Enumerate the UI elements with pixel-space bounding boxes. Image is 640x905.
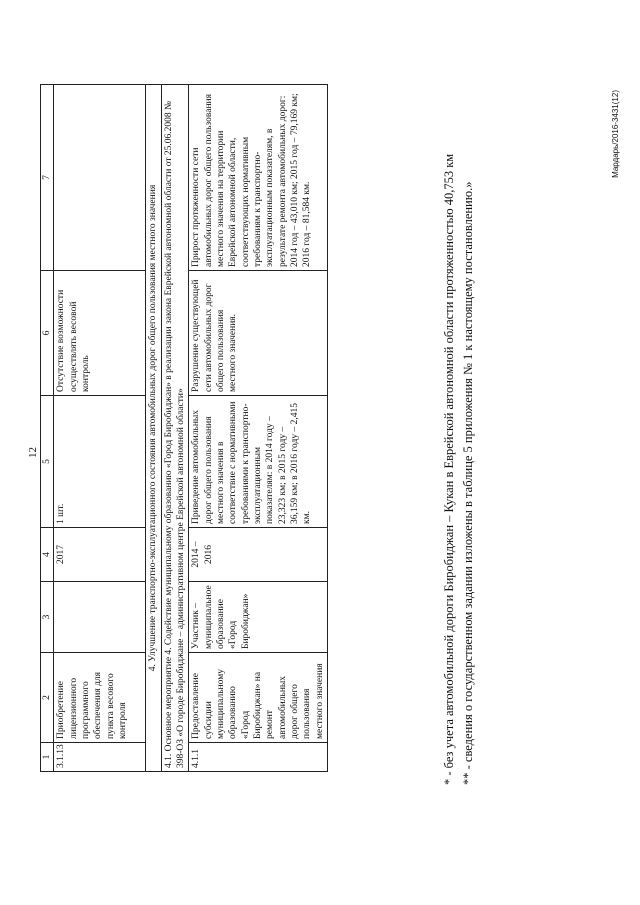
header-cell: 7 (41, 85, 54, 271)
section-row (146, 85, 161, 772)
page-number: 12 (27, 447, 39, 458)
footnotes (440, 65, 478, 785)
measure-name: Приобретение лицензионного программного обеспечения для пункта весового контроля (54, 653, 146, 743)
table-header-row (41, 85, 54, 772)
consequence: Разрушение существующей сети автомобильных дорог общего пользования местного значения. (189, 271, 328, 396)
footnote: ** - сведения о государственном задании изложены в таблице 5 приложения № 1 к настоящему постановлению.» (460, 181, 475, 785)
program-table (40, 84, 328, 772)
table-row (54, 85, 146, 772)
expected-result: Приведение автомобильных дорог общего пользования местного значения в соответствие с нормативными требованиями к транспортно-эксплуатационным показателям: в 2014 году – 23,323 км; в 2015 году – 36,159 км; в 2016 году – 2,415 км. (189, 396, 328, 528)
measure-row (161, 85, 189, 772)
indicator: Прирост протяженности сети автомобильных дорог общего пользования местного значения на территории Еврейской автономной области, соответствующих нормативным требованиям к транспортно-эксплуатационным показателям, в результате ремонта автомобильных дорог: 2014 год – 43,010 км; 2015 год – 79,169 км; 2016 год – 81,584 км. (189, 85, 328, 271)
period: 2014 – 2016 (189, 528, 328, 582)
table-row (189, 85, 328, 772)
header-cell: 4 (41, 528, 54, 582)
executor: Участник – муниципальное образование «Город Биробиджан» (189, 582, 328, 653)
expected-result: 1 шт. (54, 396, 146, 528)
measure-name: Предоставление субсидии муниципальному образованию «Город Биробиджан» на ремонт автомобильных дорог общего пользования местного значения (189, 653, 328, 743)
executor (54, 582, 146, 653)
header-cell: 2 (41, 653, 54, 743)
header-cell: 1 (41, 743, 54, 772)
indicator (54, 85, 146, 271)
header-cell: 6 (41, 271, 54, 396)
document-stamp: Мардарь/2016-3431(12) (611, 90, 620, 178)
header-cell: 3 (41, 582, 54, 653)
consequence: Отсутствие возможности осуществлять весовой контроль (54, 271, 146, 396)
row-number: 4.1.1 (189, 743, 328, 772)
header-cell: 5 (41, 396, 54, 528)
footnote: * - без учета автомобильной дороги Биробиджан – Кукан в Еврейской автономной области протяженностью 40,753 км (442, 153, 456, 785)
section-heading: 4. Улучшение транспортно-эксплуатационного состояния автомобильных дорог общего пользования местного значения (146, 85, 161, 772)
main-measure: 4.1. Основное мероприятие 4. Содействие муниципальному образованию «Город Биробиджан» в реализации закона Еврейской автономной области от 25.06.2008 № 398-ОЗ «О городе Биробиджане – административном центре Еврейской автономной области» (161, 85, 189, 772)
row-number: 3.1.13 (54, 743, 146, 772)
period: 2017 (54, 528, 146, 582)
